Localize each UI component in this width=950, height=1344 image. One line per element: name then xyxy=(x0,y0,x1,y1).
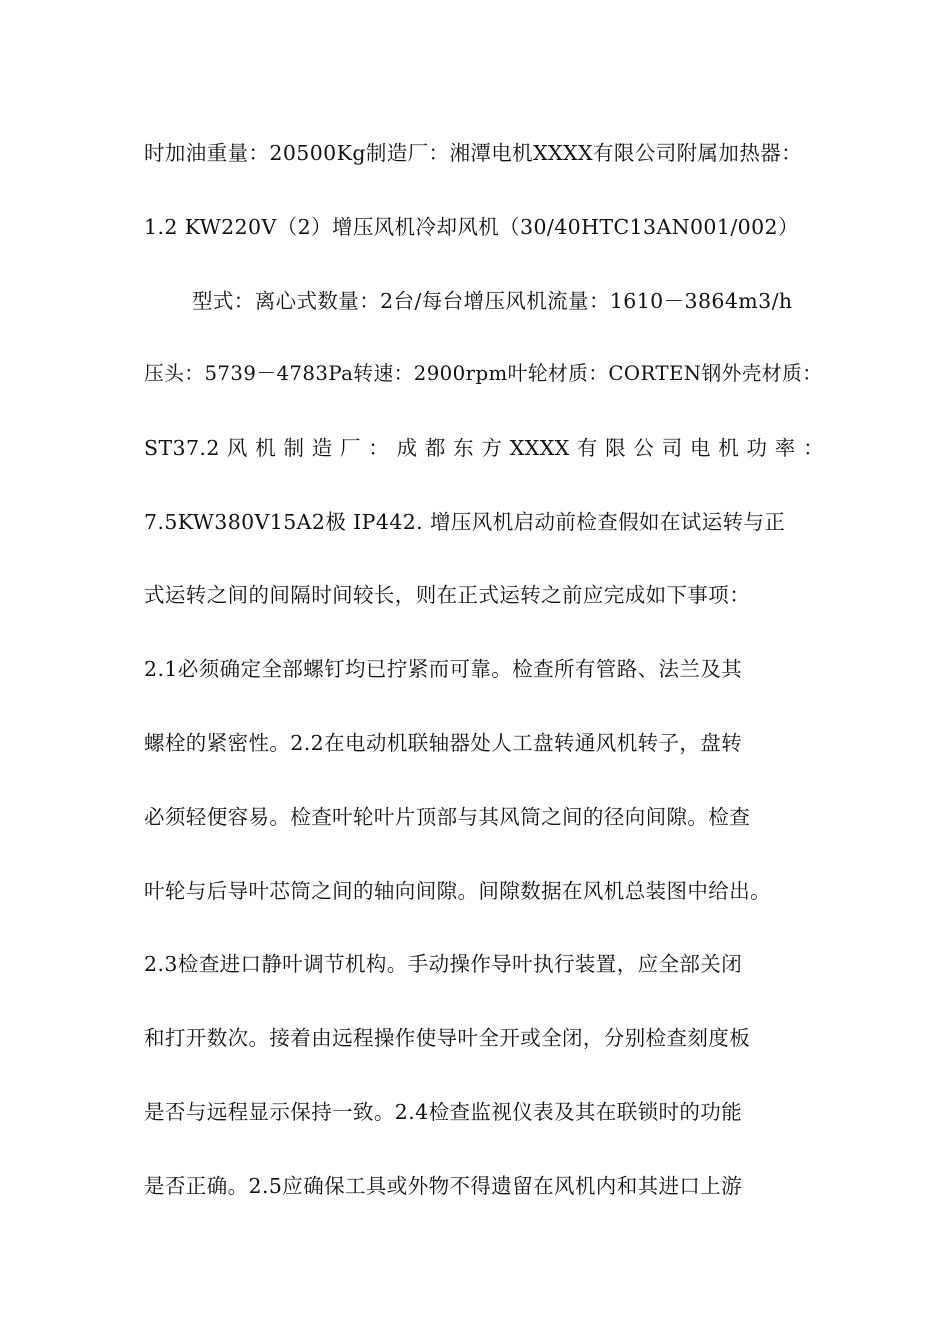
text-line-1: 时加油重量：20500Kg制造厂：湘潭电机XXXX有限公司附属加热器： xyxy=(144,141,803,165)
text-line-11: 叶轮与后导叶芯筒之间的轴向间隙。间隙数据在风机总装图中给出。 xyxy=(144,879,771,903)
text-line-7: 式运转之间的间隔时间较长，则在正式运转之前应完成如下事项： xyxy=(144,583,751,607)
text-line-6: 7.5KW380V15A2极 IP442. 增压风机启动前检查假如在试运转与正 xyxy=(144,510,786,534)
text-line-12: 2.3检查进口静叶调节机构。手动操作导叶执行装置，应全部关闭 xyxy=(144,952,743,976)
text-line-13: 和打开数次。接着由远程操作使导叶全开或全闭，分别检查刻度板 xyxy=(144,1026,751,1050)
text-line-4: 压头：5739－4783Pa转速：2900rpm叶轮材质：CORTEN钢外壳材质： xyxy=(144,362,823,385)
text-line-9: 螺栓的紧密性。2.2在电动机联轴器处人工盘转通风机转子，盘转 xyxy=(144,731,743,755)
text-line-3: 型式：离心式数量：2台/每台增压风机流量：1610－3864m3/h xyxy=(192,289,793,313)
text-line-15: 是否正确。2.5应确保工具或外物不得遗留在风机内和其进口上游 xyxy=(144,1174,743,1198)
text-line-5: ST37.2 风 机 制 造 厂 ： 成 都 东 方 XXXX 有 限 公 司 电 机 功 率 ： xyxy=(144,436,824,460)
text-line-14: 是否与远程显示保持一致。2.4检查监视仪表及其在联锁时的功能 xyxy=(144,1100,743,1124)
text-line-2: 1.2 KW220V（2）增压风机冷却风机（30/40HTC13AN001/002） xyxy=(144,215,799,239)
text-line-10: 必须轻便容易。检查叶轮叶片顶部与其风筒之间的径向间隙。检查 xyxy=(144,805,751,829)
text-line-8: 2.1必须确定全部螺钉均已拧紧而可靠。检查所有管路、法兰及其 xyxy=(144,657,743,681)
